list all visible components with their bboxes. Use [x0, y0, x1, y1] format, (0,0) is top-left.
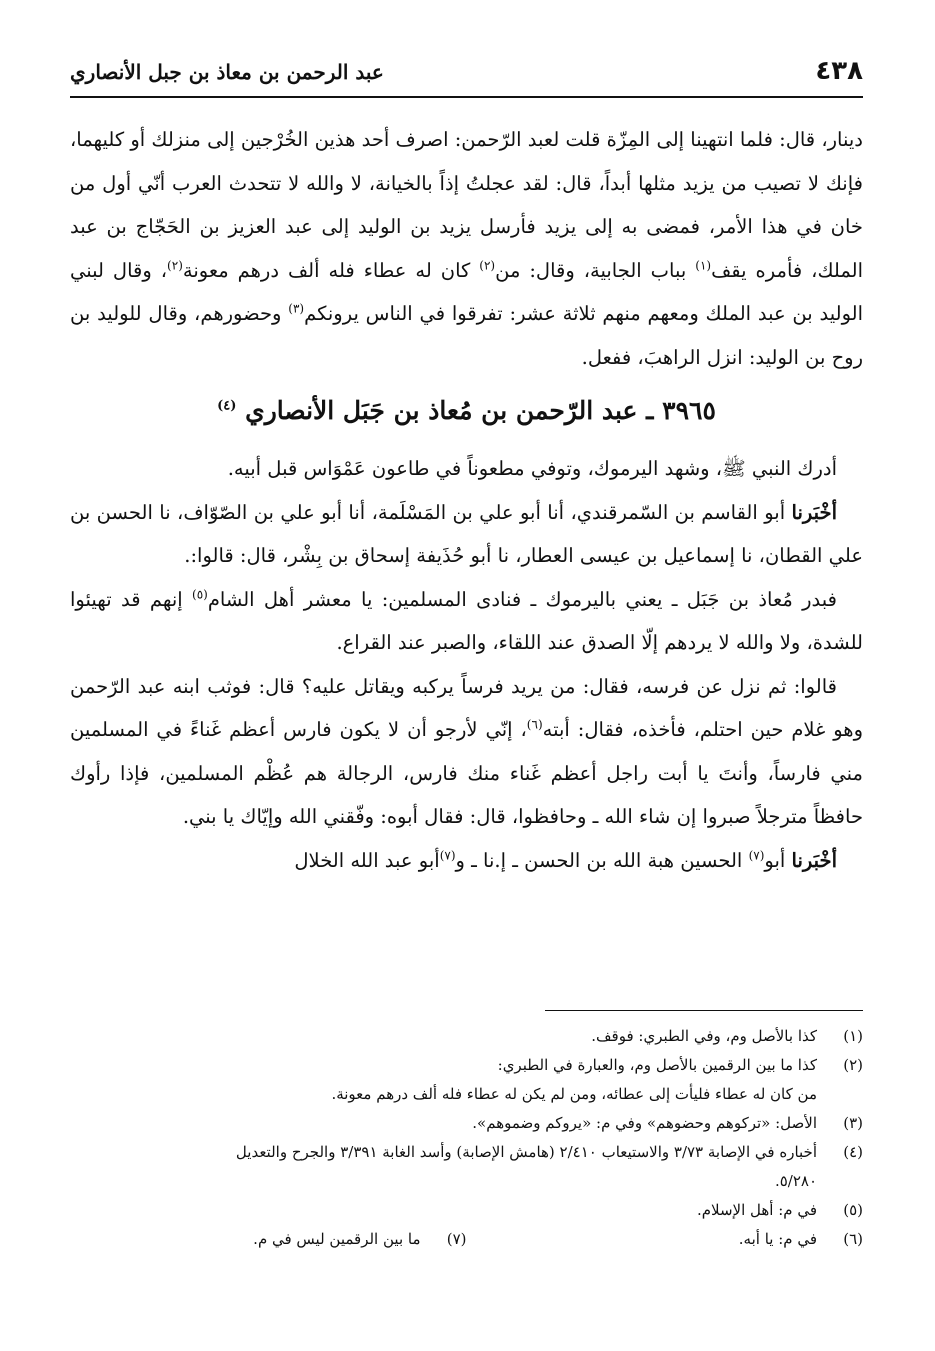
footnote-text: في م: أهل الإسلام. — [696, 1201, 817, 1219]
paragraph-5 — [70, 665, 863, 839]
isnad-lead: أخْبَرنا — [791, 848, 837, 872]
footnote-ref: (٥) — [192, 587, 208, 601]
text-run: أبو القاسم بن السّمرقندي، أنا أبو علي بن المَسْلَمة، أنا أبو علي بن الصّوّاف، نا الحسن بن علي القطان، نا إسماعيل بن عيسى العطار، نا أبو حُذَيفة إسحاق بن بِشْر، قال: قالوا:. — [70, 500, 863, 567]
footnote-3 — [70, 1109, 863, 1138]
text-run: ، إنّي لأرجو أن لا يكون فارس أعظم غَناءً في المسلمين مني فارساً، وأنتَ يا أبت راجل أعظم غَناء منك فارس، الرجالة هم عُظْم المسلمين، فإذا رأوك حافظاً مترجلاً صبروا إن شاء الله ـ وحافظوا، قال: فقال أبوه: وفّقني الله وإيّاك يا بني. — [70, 718, 863, 828]
footnote-number: (٧) — [446, 1230, 467, 1248]
footnote-number: (٣) — [843, 1114, 863, 1132]
text-run: الحسين هبة الله بن الحسن ـ إ.نا ـ و — [455, 848, 749, 872]
running-header — [70, 56, 863, 98]
footnote-ref: (٢) — [479, 258, 496, 272]
main-text — [70, 118, 863, 882]
footnote-ref: (١) — [695, 258, 712, 272]
heading-text: ٣٩٦٥ ـ عبد الرّحمن بن مُعاذ بن جَبَل الأنصاري — [245, 396, 716, 425]
running-title: عبد الرحمن بن معاذ بن جبل الأنصاري — [70, 60, 384, 84]
text-run: فبدر مُعاذ بن جَبَل ـ يعني باليرموك ـ فنادى المسلمين: يا معشر أهل الشام — [207, 587, 837, 611]
footnote-ref: (٣) — [288, 301, 305, 316]
paragraph-4 — [70, 578, 863, 665]
footnote-ref: (٢) — [167, 258, 183, 272]
footnote-row — [70, 1225, 863, 1254]
footnote-text: كذا بالأصل وم، وفي الطبري: فوقف. — [591, 1027, 817, 1045]
footnote-number: (٥) — [843, 1201, 863, 1219]
paragraph-6 — [70, 839, 863, 883]
footnote-number: (٢) — [843, 1056, 863, 1074]
text-run: أبو عبد الله الخلال — [294, 848, 440, 872]
text-run: قالوا: ثم نزل عن فرسه، فقال: من يريد فرساً يركبه ويقاتل عليه؟ قال: فوثب ابنه عبد الرّحمن وهو غلام حين احتلم، فأخذه، فقال: أبته — [70, 674, 863, 741]
footnote-4 — [70, 1138, 863, 1167]
text-run: كان له عطاء فله ألف درهم معونة — [182, 258, 480, 282]
footnote-text: ما بين الرقمين ليس في م. — [253, 1230, 421, 1248]
footnote-number: (٤) — [843, 1143, 863, 1161]
text-run: ، وقال لبني الوليد بن عبد الملك ومعهم منهم ثلاثة عشر: تفرقوا في الناس يرونكم — [70, 258, 863, 325]
footnote-ref: (٧) — [439, 848, 456, 862]
footnote-separator — [545, 1010, 863, 1011]
footnote-5 — [70, 1196, 863, 1225]
entry-heading — [70, 385, 863, 437]
footnote-text: الأصل: «تركوهم وحضوهم» وفي م: «يروكم وضموهم». — [472, 1114, 817, 1132]
isnad-lead: أخْبَرنا — [791, 500, 837, 524]
footnote-2-continuation: من كان له عطاء فليأت إلى عطائه، ومن لم يكن له عطاء فله ألف درهم معونة. — [331, 1085, 817, 1103]
page-number: ٤٣٨ — [815, 56, 863, 86]
footnote-text: أخباره في الإصابة ٣/٧٣ والاستيعاب ٢/٤١٠ (هامش الإصابة) وأسد الغابة ٣/٣٩١ والجرح والتعديل — [235, 1143, 817, 1161]
footnote-6 — [467, 1225, 864, 1254]
text-run: بباب الجابية، وقال: من — [495, 258, 696, 282]
footnote-ref: (٧) — [748, 848, 765, 862]
text-run: أبو — [764, 848, 792, 872]
footnote-1 — [70, 1022, 863, 1051]
paragraph-3 — [70, 491, 863, 578]
footnote-7 — [70, 1225, 467, 1254]
footnote-text: كذا ما بين الرقمين بالأصل وم، والعبارة في الطبري: — [497, 1056, 817, 1074]
footnote-ref: (٤) — [217, 398, 237, 414]
paragraph-2: أدرك النبي ﷺ، وشهد اليرموك، وتوفي مطعوناً في طاعون عَمْوَاس قبل أبيه. — [227, 457, 837, 480]
footnote-2 — [70, 1051, 863, 1080]
footnote-4-continuation: ٥/٢٨٠. — [774, 1172, 817, 1190]
text-run: إنهم قد تهيئوا للشدة، ولا والله لا يردهم إلّا الصدق عند اللقاء، والصبر عند القراع. — [70, 587, 863, 654]
footnote-number: (٦) — [843, 1230, 863, 1248]
text-run: دينار، قال: فلما انتهينا إلى المِزّة قلت لعبد الرّحمن: اصرف أحد هذين الخُرْجين إلى منزلك أو كليهما، فإنك لا تصيب من يزيد مثلها أبداً، قال: لقد عجلتُ إذاً بالخيانة، لا والله لا تتحدث العرب أنّي أول من خان في هذا الأمر، فمضى به إلى يزيد فأرسل يزيد بن الوليد إلى عبد العزيز بن الحَجّاج بن عبد الملك، فأمره يقف — [70, 128, 863, 282]
footnote-text: في م: يا أبه. — [738, 1230, 817, 1248]
paragraph-1 — [70, 118, 863, 379]
footnotes — [70, 1022, 863, 1254]
footnote-ref: (٦) — [526, 717, 543, 732]
text-run: وحضورهم، وقال للوليد بن روح بن الوليد: انزل الراهبَ، ففعل. — [70, 302, 863, 369]
footnote-number: (١) — [843, 1027, 863, 1045]
